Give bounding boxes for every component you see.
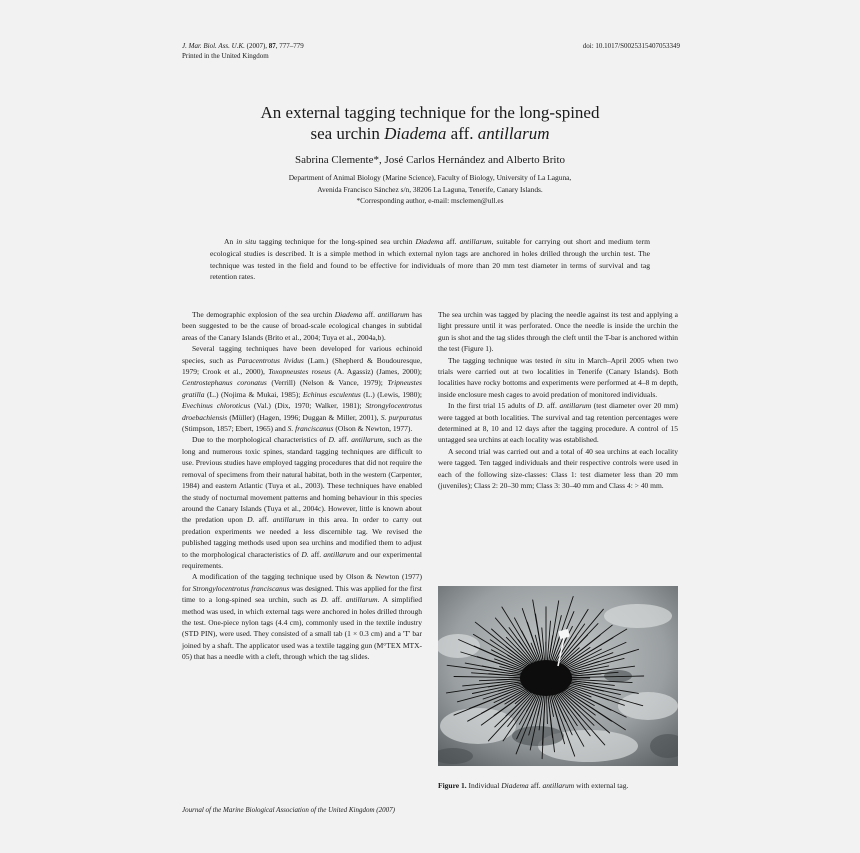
body-column-left: [182, 309, 422, 663]
figure-photo-sea-urchin: [438, 586, 678, 766]
paragraph: The tagging technique was tested in situ in March–April 2005 when two trials were carried out at two localities in Tenerife (Canary Islands). Both localities have rocky bottoms and experiments were performed at 4–8 m depth, inside enclosure mesh cages to avoid predation of monitored individuals.: [438, 355, 679, 399]
paragraph: The demographic explosion of the sea urchin Diadema aff. antillarum has been suggested to be the cause of broad-scale ecological changes in subtidal areas of the Canary Islands (Brito et al., 2004; Tuya et al., 2004a,b).: [182, 310, 422, 342]
paragraph: A modification of the tagging technique used by Olson & Newton (1977) for Strongylocentrotus franciscanus was designed. This was applied for the first time to a long-spined sea urchin, such as D. aff. antillarum. A simplified method was used, in which external tags were anchored in holes drilled through the test. One-piece nylon tags (4.4 cm), commonly used in the textile industry (STD PIN), were used. They consisted of a small tab (1 × 0.3 cm) and a 'T' bar joined by a shaft. The applicator used was a textile tagging gun (M°TEX MTX-05) that has a needle with a cleft, through which the tag slides.: [182, 572, 422, 662]
volume: 87: [268, 42, 276, 50]
printed-note: Printed in the United Kingdom: [182, 52, 269, 60]
paragraph: A second trial was carried out and a total of 40 sea urchins at each locality were tagged. Ten tagged individuals and their respective controls were used in each of the following size-classes: Class 1: test diameter less than 20 mm (juveniles); Class 2: 20–30 mm; Class 3: 30–40 mm and Class 4: > 40 mm.: [438, 446, 678, 491]
running-footer: Journal of the Marine Biological Association of the United Kingdom (2007): [182, 806, 395, 814]
figure-label: Figure 1.: [438, 781, 467, 790]
doi: doi: 10.1017/S0025315407053349: [582, 42, 680, 50]
journal-abbrev: J. Mar. Biol. Ass. U.K.: [182, 42, 245, 50]
authors: Sabrina Clemente*, José Carlos Hernández and Alberto Brito: [294, 154, 566, 166]
paragraph: Several tagging techniques have been developed for various echinoid species, such as Paracentrotus lividus (Lam.) (Shepherd & Boudouresque, 1979; Crook et al., 2000), Toxopneustes roseus (A. Agassiz) (James, 2000); Centrostephanus coronatus (Verrill) (Nelson & Vance, 1979); Tripneustes gratilla (L.) (Nojima & Mukai, 1985); Echinus esculentus (L.) (Lewis, 1980); Evechinus chloroticus (Val.) (Dix, 1970; Walker, 1981); Strongylocentrotus droebachiensis (Müller) (Hagen, 1996; Duggan & Miller, 2001), S. purpuratus (Stimpson, 1857; Ebert, 1965) and S. franciscanus (Olson & Newton, 1977).: [182, 344, 423, 434]
sea-urchin-photo: [438, 586, 678, 766]
paragraph: In the first trial 15 adults of D. aff. antillarum (test diameter over 20 mm) were tagged at both localities. The survival and tag retention percentages were determined at 8, 10 and 12 days after the tagging procedure. A control of 15 untagged sea urchins at each locality was established.: [438, 401, 679, 445]
paragraph: Due to the morphological characteristics of D. aff. antillarum, such as the long and numerous toxic spines, standard tagging techniques are difficult to use. Previous studies have employed tagging procedures that did not require the removal of specimens from their natural habitat, both in the western (Carpenter, 1984) and eastern Atlantic (Tuya et al., 2003). These techniques have enabled the study of nocturnal movement patterns and homing behaviour in this species around the Canary Islands (Tuya et al., 2004c). However, little is known about the predation upon D. aff. antillarum in this area. In order to carry out predation experiments we needed a less discernible tag. We revised the published tagging methods used upon sea urchins and modified them to adjust to the morphological characteristics of D. aff. antillarum and our experimental requirements.: [182, 435, 422, 570]
affiliation: Department of Animal Biology (Marine Science), Faculty of Biology, University of La Laguna, Avenida Francisco Sánchez s/n, 38206 La Laguna, Tenerife, Canary Islands. *Corresponding author, e-mail: msclemen@ull.es: [180, 172, 680, 207]
body-column-right: [438, 309, 678, 492]
figure-caption: Figure 1. Individual Diadema aff. antillarum with external tag.: [438, 781, 629, 790]
article-title: An external tagging technique for the long-spined sea urchin Diadema aff. antillarum: [260, 103, 600, 143]
running-header-citation: J. Mar. Biol. Ass. U.K. (2007), 87, 777–779 Printed in the United Kingdom: [182, 42, 304, 60]
corresponding-author: *Corresponding author, e-mail: msclemen@ull.es: [356, 196, 504, 205]
paragraph: The sea urchin was tagged by placing the needle against its test and applying a light pressure until it was perforated. Once the needle is inside the urchin the gun is shot and the tag slides through the cleft until the T-bar is anchored within the test (Figure 1).: [438, 310, 678, 354]
abstract: An in situ tagging technique for the long-spined sea urchin Diadema aff. antillarum, suitable for carrying out short and medium term ecological studies is described. It is a simple method in which external nylon tags are anchored in holes drilled through the urchin test. The technique was tested in the field and found to be effective for individuals of more than 20 mm test diameter in terms of survival and tag retention rates.: [210, 237, 650, 282]
